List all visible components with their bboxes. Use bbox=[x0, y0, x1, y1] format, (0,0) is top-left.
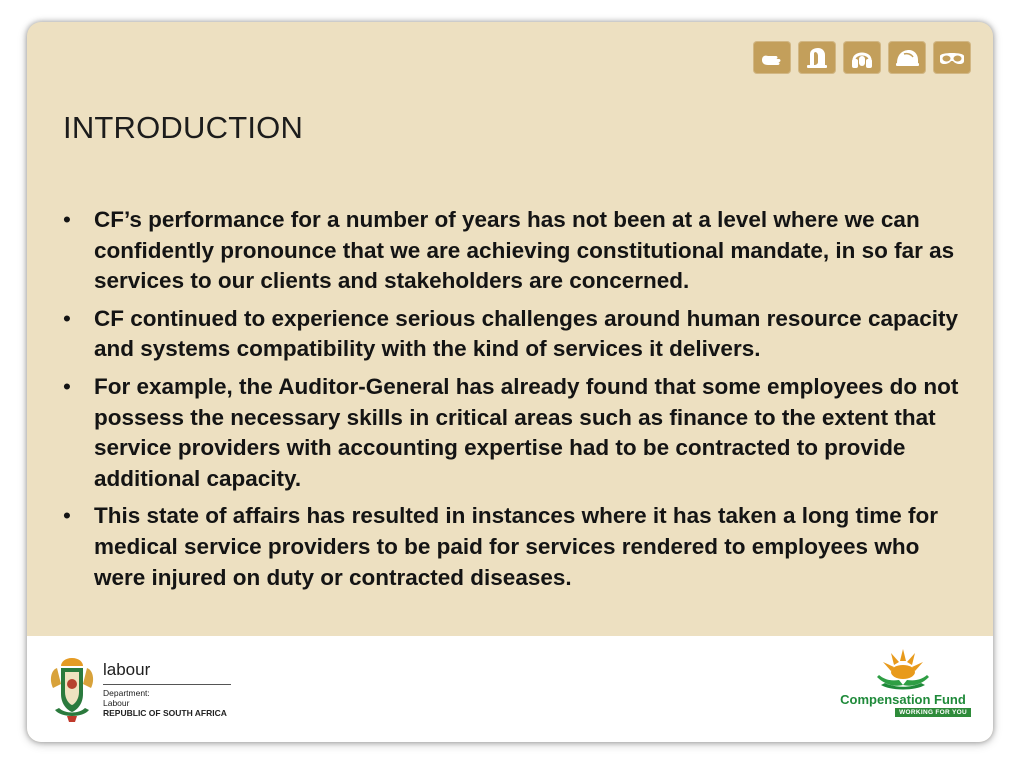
hand-icon bbox=[753, 41, 791, 74]
compensation-fund-logo bbox=[833, 647, 973, 722]
bullet-item bbox=[63, 372, 963, 494]
labour-wordmark: labour bbox=[103, 660, 151, 679]
footer-band bbox=[27, 636, 993, 742]
bullet-item bbox=[63, 304, 963, 365]
bullet-dot: • bbox=[63, 305, 71, 331]
labour-country: REPUBLIC OF SOUTH AFRICA bbox=[103, 708, 227, 718]
bullet-text: CF’s performance for a number of years has not been at a level where we can confidently pronounce that we are achieving constitutional mandate, in so far as services to our clients and stakeholders are concerned. bbox=[94, 207, 955, 294]
header-icon-strip bbox=[753, 41, 971, 74]
bullet-list bbox=[63, 205, 963, 600]
bullet-text: CF continued to experience serious challenges around human resource capacity and systems compatibility with the kind of services it delivers. bbox=[94, 305, 958, 362]
bullet-text: This state of affairs has resulted in instances where it has taken a long time for medical service providers to be paid for services rendered to employees who were injured on duty or contracted diseases. bbox=[94, 503, 938, 590]
bullet-dot: • bbox=[63, 503, 71, 529]
cf-tagline: WORKING FOR YOU bbox=[895, 708, 971, 717]
slide bbox=[27, 22, 993, 742]
goggles-icon bbox=[933, 41, 971, 74]
labour-logo-text bbox=[103, 654, 231, 718]
hard-hat-icon bbox=[798, 41, 836, 74]
helmet-icon bbox=[888, 41, 926, 74]
bullet-dot: • bbox=[63, 373, 71, 399]
bullet-item bbox=[63, 501, 963, 593]
labour-divider bbox=[103, 684, 231, 685]
bullet-dot: • bbox=[63, 207, 71, 232]
slide-title: INTRODUCTION bbox=[63, 110, 304, 145]
cf-wordmark: Compensation Fund bbox=[840, 692, 966, 707]
cf-sun-hands-icon bbox=[833, 647, 973, 693]
bullet-item bbox=[63, 205, 963, 297]
coat-of-arms-icon bbox=[47, 654, 97, 724]
labour-dept-line2: Labour bbox=[103, 697, 130, 708]
labour-dept-line1: Department: bbox=[103, 688, 150, 698]
headphones-icon bbox=[843, 41, 881, 74]
labour-logo bbox=[47, 654, 231, 724]
bullet-text: For example, the Auditor-General has already found that some employees do not possess the necessary skills in critical areas such as finance to the extent that service providers with accounting expertise had to be contracted to provide additional capacity. bbox=[94, 373, 959, 491]
